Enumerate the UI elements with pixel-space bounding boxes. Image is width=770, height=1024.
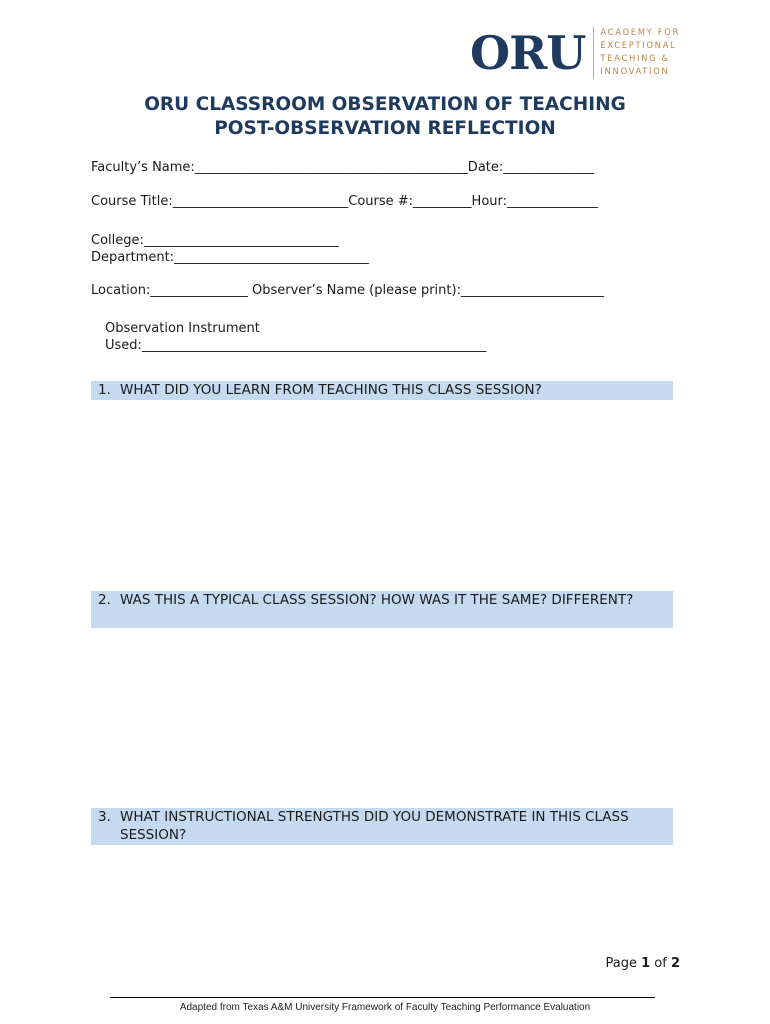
question-number: 2.: [98, 592, 111, 608]
logo-wordmark: [600, 29, 680, 77]
department-field[interactable]: Department:______________________________: [91, 250, 370, 265]
page-number: [606, 955, 681, 972]
faculty-name-date-field[interactable]: Faculty’s Name:__________________________________________Date:______________: [91, 160, 595, 175]
oru-logo: [470, 26, 680, 80]
question-2-heading: [91, 591, 673, 628]
question-1-heading: [91, 381, 673, 400]
footer-divider: [110, 997, 655, 998]
question-3-heading: [91, 808, 673, 845]
page-current: 1: [641, 956, 651, 971]
footer-attribution: Adapted from Texas A&M University Framework of Faculty Teaching Performance Evaluation: [179, 1002, 591, 1013]
page-prefix: Page: [605, 956, 642, 971]
question-text: WAS THIS A TYPICAL CLASS SESSION? HOW WAS IT THE SAME? DIFFERENT?: [120, 592, 634, 608]
question-text: WHAT DID YOU LEARN FROM TEACHING THIS CLASS SESSION?: [120, 382, 542, 398]
course-title-number-hour-field[interactable]: Course Title:___________________________Course #:_________Hour:______________: [91, 194, 599, 209]
observation-instrument-field[interactable]: Used:_____________________________________________________: [105, 338, 487, 353]
college-field[interactable]: College:______________________________: [91, 233, 339, 248]
logo-mark: ORU: [470, 26, 586, 80]
document-title: ORU CLASSROOM OBSERVATION OF TEACHING: [144, 94, 626, 115]
page-total: 2: [670, 956, 680, 971]
logo-divider: [593, 27, 594, 79]
logo-line: INNOVATION: [600, 67, 670, 78]
page-of: of: [650, 956, 671, 971]
location-observer-field[interactable]: Location:_______________ Observer’s Name (please print):______________________: [91, 283, 604, 298]
logo-line: ACADEMY FOR: [600, 28, 681, 38]
question-number: 3.: [98, 809, 111, 825]
document-subtitle: POST-OBSERVATION REFLECTION: [214, 118, 556, 139]
logo-line: TEACHING &: [600, 54, 670, 65]
question-number: 1.: [98, 382, 111, 398]
logo-line: EXCEPTIONAL: [600, 41, 677, 52]
observation-instrument-label: Observation Instrument: [105, 321, 260, 336]
question-text: WHAT INSTRUCTIONAL STRENGTHS DID YOU DEMONSTRATE IN THIS CLASS SESSION?: [120, 809, 629, 843]
